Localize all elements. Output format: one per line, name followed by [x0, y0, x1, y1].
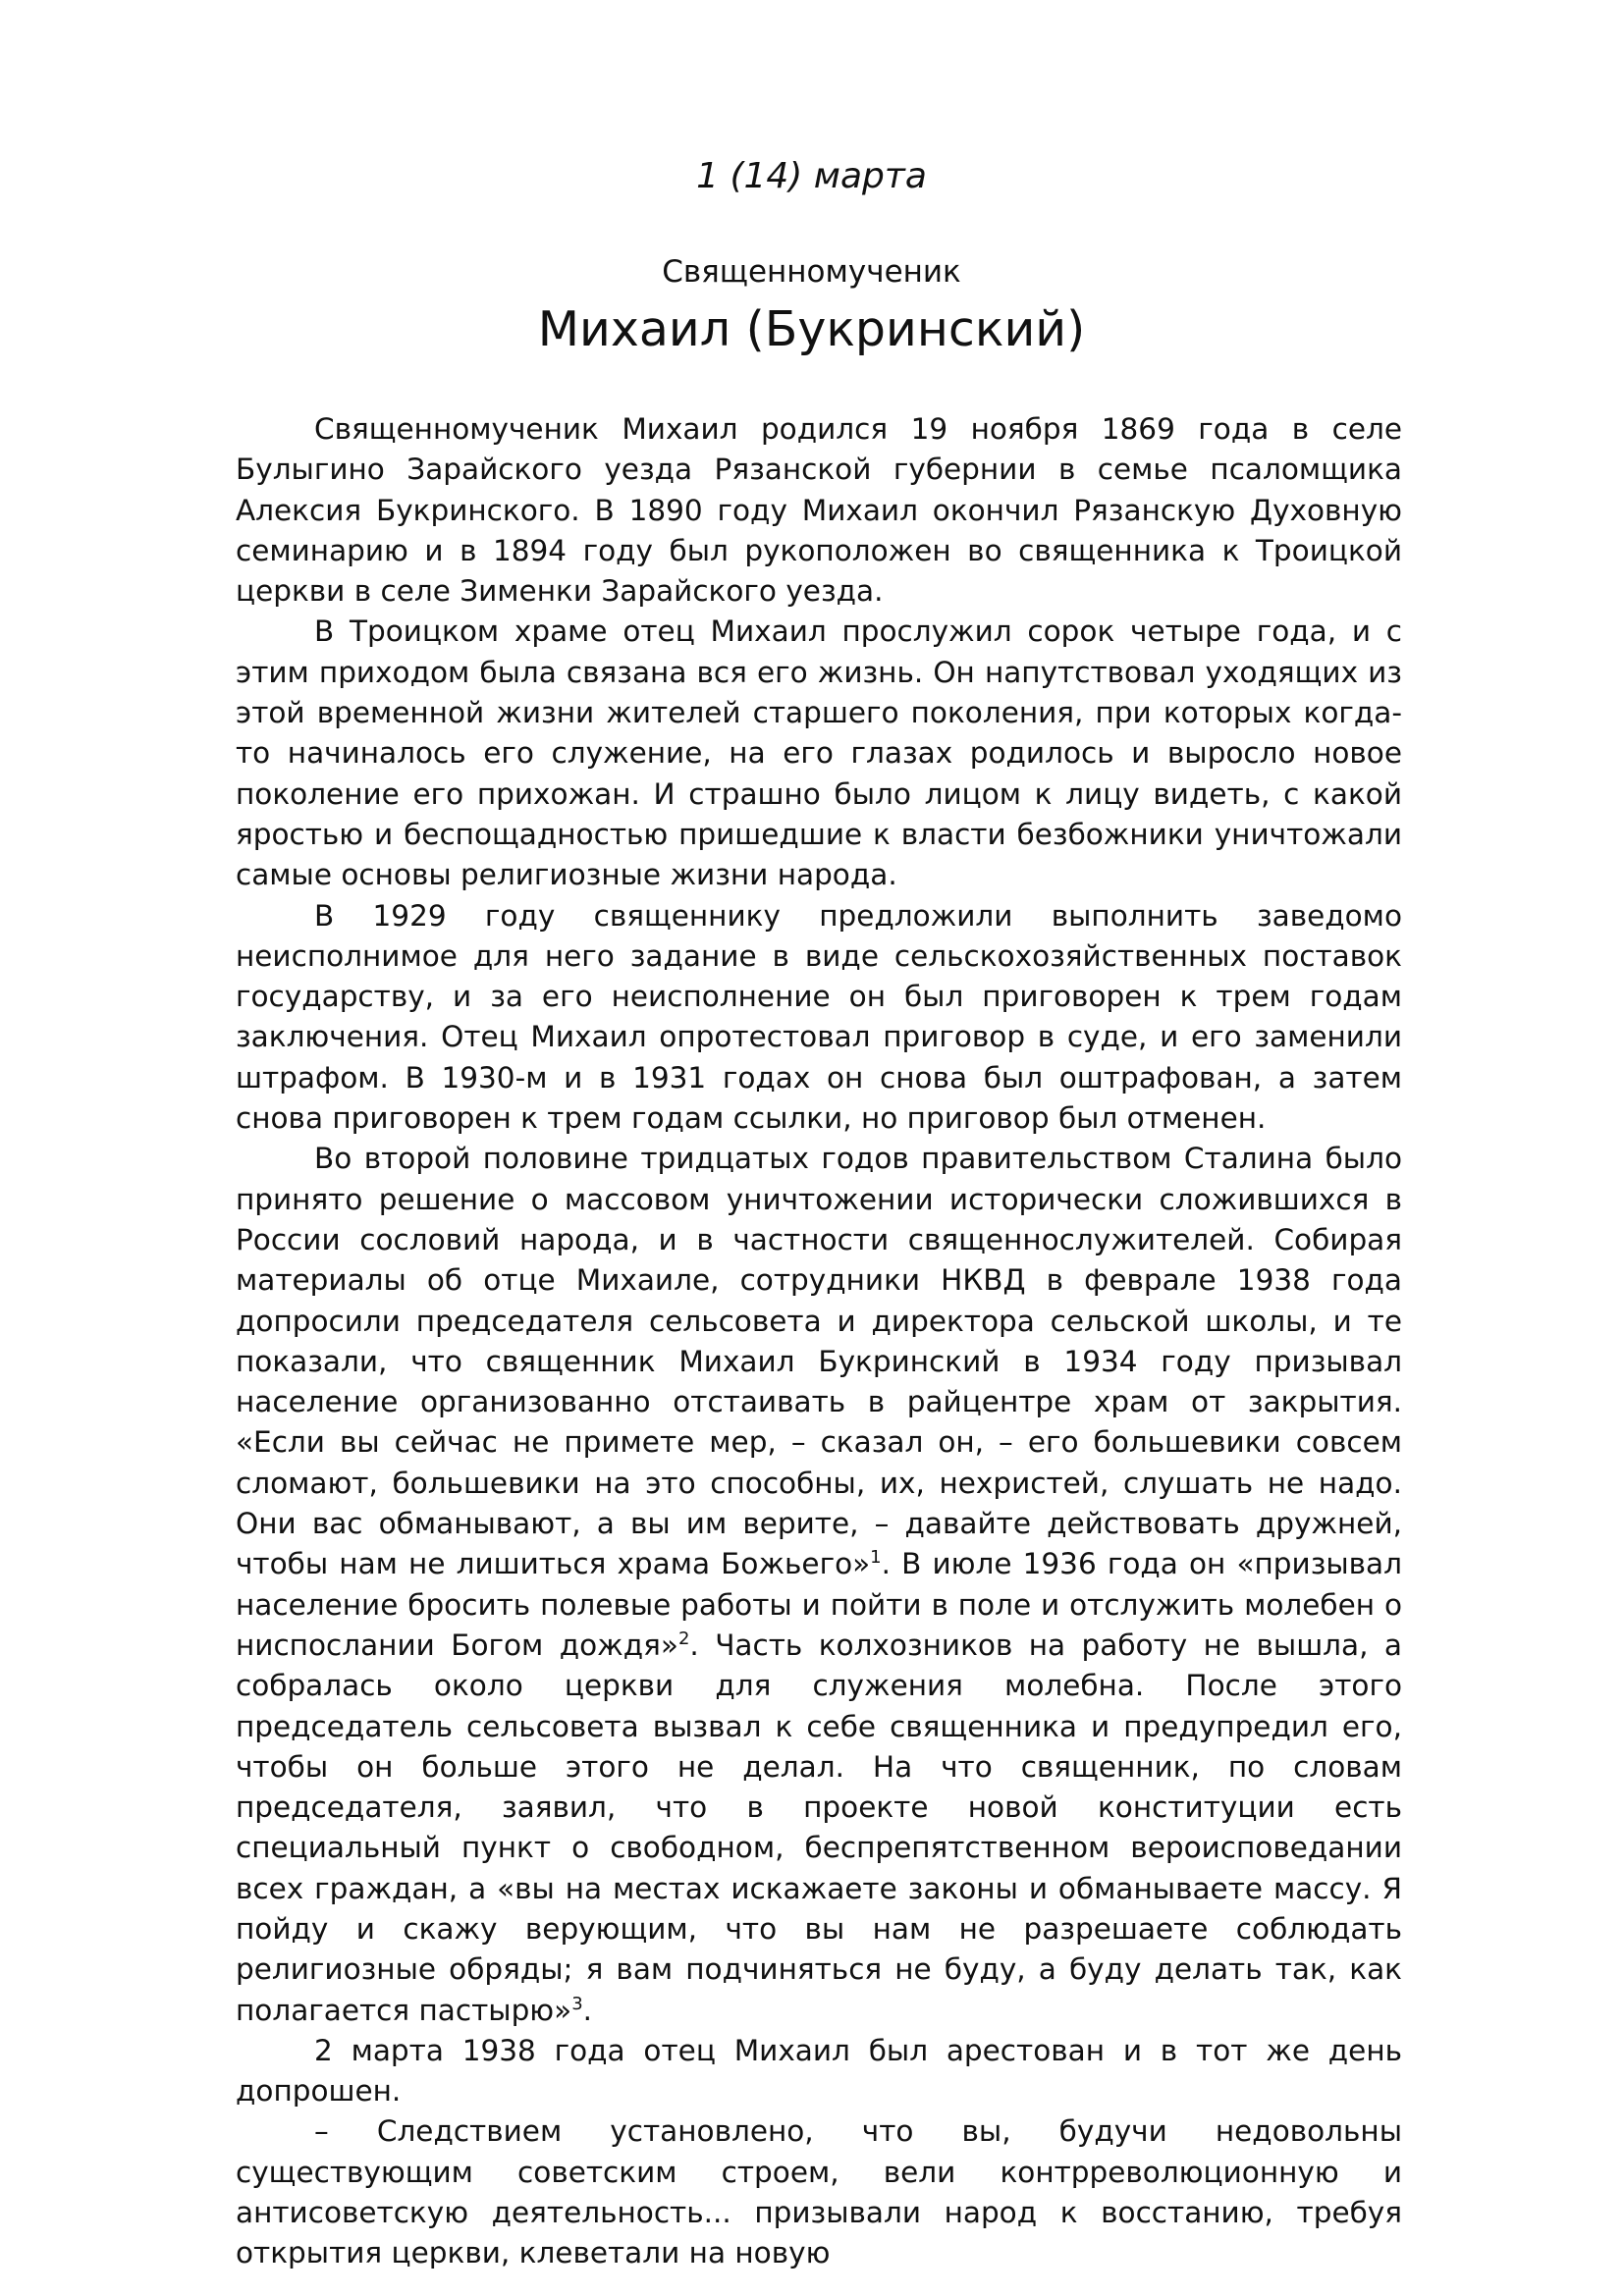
- paragraph-5: 2 марта 1938 года отец Михаил был арестован и в тот же день допрошен.: [236, 2033, 1402, 2109]
- paragraph-6: – Следствием установлено, что вы, будучи недовольны существующим советским строем, вели контрреволюционную и антисоветскую деятельность... призывали народ к восстанию, требуя открытия церкви, клеветали на новую: [236, 2114, 1402, 2270]
- saint-rank: Священномученик: [662, 254, 961, 290]
- saint-name-title: Михаил (Букринский): [537, 301, 1086, 357]
- article-body: [236, 409, 1402, 2274]
- paragraph-4-part-b: . В июле 1936 года он «призывал население бросить полевые работы и пойти в поле и отслужить молебен о ниспослании Богом дождя»: [236, 1547, 1402, 1662]
- paragraph-4-part-d: .: [582, 1993, 593, 2027]
- footnote-ref-1[interactable]: 1: [870, 1547, 882, 1569]
- paragraph-2: В Троицком храме отец Михаил прослужил сорок четыре года, и с этим приходом была связана вся его жизнь. Он напутствовал уходящих из этой временной жизни жителей старшего поколения, при которых когда-то начиналось его служение, на его глазах родилось и выросло новое поколение его прихожан. И страшно было лицом к лицу видеть, с какой яростью и беспощадностью пришедшие к власти безбожники уничтожали самые основы религиозные жизни народа.: [236, 614, 1402, 892]
- paragraph-4-part-a: Во второй половине тридцатых годов правительством Сталина было принято решение о массовом уничтожении исторически сложившихся в России сословий народа, и в частности священнослужителей. Собирая материалы об отце Михаиле, сотрудники НКВД в феврале 1938 года допросили председателя сельсовета и директора сельской школы, и те показали, что священник Михаил Букринский в 1934 году призывал население организованно отстаивать в райцентре храм от закрытия. «Если вы сейчас не примете мер, – сказал он, – его большевики совсем сломают, большевики на это способны, их, нехристей, слушать не надо. Они вас обманывают, а вы им верите, – давайте действовать дружней, чтобы нам не лишиться храма Божьего»: [236, 1142, 1402, 1581]
- paragraph-4: [236, 1139, 1402, 2031]
- paragraph-1: Священномученик Михаил родился 19 ноября 1869 года в селе Булыгино Зарайского уезда Рязанской губернии в семье псаломщика Алексия Букринского. В 1890 году Михаил окончил Рязанскую Духовную семинарию и в 1894 году был рукоположен во священника к Троицкой церкви в селе Зименки Зарайского уезда.: [236, 412, 1402, 609]
- paragraph-4-part-c: . Часть колхозников на работу не вышла, а собралась около церкви для служения молебна. После этого председатель сельсовета вызвал к себе священника и предупредил его, чтобы он больше этого не делал. На что священник, по словам председателя, заявил, что в проекте новой конституции есть специальный пункт о свободном, беспрепятственном вероисповедании всех граждан, а «вы на местах искажаете законы и обманываете массу. Я пойду и скажу верующим, что вы нам не разрешаете соблюдать религиозные обряды; я вам подчиняться не буду, а буду делать так, как полагается пастырю»: [236, 1628, 1402, 2027]
- paragraph-3: В 1929 году священнику предложили выполнить заведомо неисполнимое для него задание в виде сельскохозяйственных поставок государству, и за его неисполнение он был приговорен к трем годам заключения. Отец Михаил опротестовал приговор в суде, и его заменили штрафом. В 1930-м и в 1931 годах он снова был оштрафован, а затем снова приговорен к трем годам ссылки, но приговор был отменен.: [236, 898, 1402, 1136]
- footnote-ref-2[interactable]: 2: [677, 1629, 690, 1650]
- date-heading: 1 (14) марта: [696, 156, 927, 196]
- footnote-ref-3[interactable]: 3: [571, 1993, 583, 2014]
